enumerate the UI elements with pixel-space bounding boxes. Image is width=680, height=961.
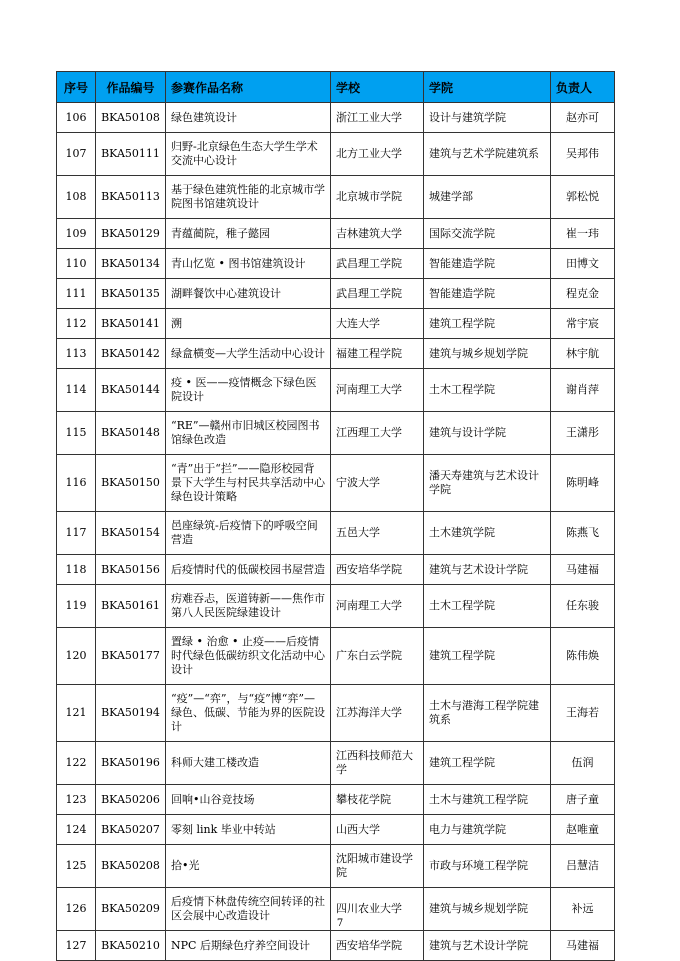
cell-index: 113 — [57, 339, 96, 369]
cell-leader: 陈伟焕 — [551, 628, 615, 685]
cell-college: 土木建筑学院 — [424, 512, 551, 555]
cell-school: 浙江工业大学 — [331, 103, 424, 133]
cell-entry-id: BKA50194 — [96, 685, 166, 742]
table-row — [57, 628, 615, 685]
cell-college: 智能建造学院 — [424, 249, 551, 279]
cell-college: 市政与环境工程学院 — [424, 845, 551, 888]
cell-college: 建筑与设计学院 — [424, 412, 551, 455]
table-row — [57, 309, 615, 339]
cell-school: 五邑大学 — [331, 512, 424, 555]
cell-leader: 陈燕飞 — [551, 512, 615, 555]
cell-index: 121 — [57, 685, 96, 742]
cell-school: 河南理工大学 — [331, 369, 424, 412]
cell-leader: 崔一玮 — [551, 219, 615, 249]
cell-work-title: 拾•光 — [166, 845, 331, 888]
cell-school: 山西大学 — [331, 815, 424, 845]
cell-college: 智能建造学院 — [424, 279, 551, 309]
table-row — [57, 369, 615, 412]
cell-work-title: 科师大建工楼改造 — [166, 742, 331, 785]
table-row — [57, 555, 615, 585]
cell-work-title: 零刻 link 毕业中转站 — [166, 815, 331, 845]
cell-entry-id: BKA50150 — [96, 455, 166, 512]
cell-school: 河南理工大学 — [331, 585, 424, 628]
cell-leader: 伍润 — [551, 742, 615, 785]
cell-entry-id: BKA50141 — [96, 309, 166, 339]
cell-college: 土木工程学院 — [424, 369, 551, 412]
cell-entry-id: BKA50144 — [96, 369, 166, 412]
table-row — [57, 742, 615, 785]
header-work-title: 参赛作品名称 — [166, 72, 331, 103]
table-row — [57, 412, 615, 455]
cell-entry-id: BKA50142 — [96, 339, 166, 369]
cell-index: 123 — [57, 785, 96, 815]
cell-entry-id: BKA50196 — [96, 742, 166, 785]
cell-index: 112 — [57, 309, 96, 339]
cell-school: 四川农业大学 — [331, 888, 424, 931]
cell-college: 建筑工程学院 — [424, 742, 551, 785]
cell-leader: 王潇彤 — [551, 412, 615, 455]
table-row — [57, 219, 615, 249]
cell-index: 120 — [57, 628, 96, 685]
cell-index: 107 — [57, 133, 96, 176]
cell-college: 土木工程学院 — [424, 585, 551, 628]
cell-leader: 吕慧洁 — [551, 845, 615, 888]
cell-leader: 陈明峰 — [551, 455, 615, 512]
cell-work-title: 归野-北京绿色生态大学生学术交流中心设计 — [166, 133, 331, 176]
cell-index: 119 — [57, 585, 96, 628]
cell-school: 广东白云学院 — [331, 628, 424, 685]
table-row — [57, 103, 615, 133]
cell-entry-id: BKA50209 — [96, 888, 166, 931]
cell-leader: 马建福 — [551, 931, 615, 961]
cell-work-title: 后疫情下林盘传统空间转译的社区会展中心改造设计 — [166, 888, 331, 931]
cell-work-title: NPC 后期绿色疗养空间设计 — [166, 931, 331, 961]
cell-index: 111 — [57, 279, 96, 309]
cell-college: 设计与建筑学院 — [424, 103, 551, 133]
header-index: 序号 — [57, 72, 96, 103]
cell-school: 北京城市学院 — [331, 176, 424, 219]
cell-index: 106 — [57, 103, 96, 133]
cell-leader: 补远 — [551, 888, 615, 931]
cell-entry-id: BKA50113 — [96, 176, 166, 219]
cell-entry-id: BKA50111 — [96, 133, 166, 176]
cell-entry-id: BKA50108 — [96, 103, 166, 133]
table-row — [57, 133, 615, 176]
cell-leader: 郭松悦 — [551, 176, 615, 219]
cell-work-title: 邑座绿筑-后疫情下的呼吸空间营造 — [166, 512, 331, 555]
cell-index: 109 — [57, 219, 96, 249]
cell-work-title: 疫 • 医——疫情概念下绿色医院设计 — [166, 369, 331, 412]
header-school: 学校 — [331, 72, 424, 103]
cell-college: 建筑与艺术设计学院 — [424, 931, 551, 961]
table-row — [57, 279, 615, 309]
table-row — [57, 785, 615, 815]
cell-index: 108 — [57, 176, 96, 219]
table-row — [57, 585, 615, 628]
cell-entry-id: BKA50210 — [96, 931, 166, 961]
cell-leader: 赵唯童 — [551, 815, 615, 845]
cell-college: 建筑与艺术学院建筑系 — [424, 133, 551, 176]
table-row — [57, 845, 615, 888]
header-row — [57, 72, 615, 103]
cell-college: 建筑工程学院 — [424, 309, 551, 339]
cell-work-title: 后疫情时代的低碳校园书屋营造 — [166, 555, 331, 585]
cell-leader: 林宇航 — [551, 339, 615, 369]
cell-entry-id: BKA50206 — [96, 785, 166, 815]
cell-work-title: 置绿 • 治愈 • 止疫——后疫情时代绿色低碳纺织文化活动中心设计 — [166, 628, 331, 685]
cell-school: 江苏海洋大学 — [331, 685, 424, 742]
cell-work-title: 湖畔餐饮中心建筑设计 — [166, 279, 331, 309]
cell-school: 江西理工大学 — [331, 412, 424, 455]
cell-work-title: 绿色建筑设计 — [166, 103, 331, 133]
cell-work-title: 溯 — [166, 309, 331, 339]
cell-work-title: “青”出于“拦”——隐形校园背景下大学生与村民共享活动中心绿色设计策略 — [166, 455, 331, 512]
cell-school: 武昌理工学院 — [331, 249, 424, 279]
table-row — [57, 455, 615, 512]
cell-index: 124 — [57, 815, 96, 845]
cell-leader: 王海若 — [551, 685, 615, 742]
header-entry-id: 作品编号 — [96, 72, 166, 103]
cell-college: 城建学部 — [424, 176, 551, 219]
cell-index: 118 — [57, 555, 96, 585]
table-row — [57, 815, 615, 845]
cell-college: 潘天寿建筑与艺术设计学院 — [424, 455, 551, 512]
table-row — [57, 249, 615, 279]
cell-school: 大连大学 — [331, 309, 424, 339]
cell-index: 116 — [57, 455, 96, 512]
cell-index: 117 — [57, 512, 96, 555]
cell-leader: 常宇宸 — [551, 309, 615, 339]
cell-index: 110 — [57, 249, 96, 279]
cell-index: 115 — [57, 412, 96, 455]
cell-work-title: “疫”—“弈”，与“疫”博“弈”—绿色、低碳、节能为界的医院设计 — [166, 685, 331, 742]
cell-school: 攀枝花学院 — [331, 785, 424, 815]
cell-college: 土木与建筑工程学院 — [424, 785, 551, 815]
cell-school: 江西科技师范大学 — [331, 742, 424, 785]
cell-work-title: 基于绿色建筑性能的北京城市学院图书馆建筑设计 — [166, 176, 331, 219]
cell-school: 宁波大学 — [331, 455, 424, 512]
cell-work-title: 青蕴蔺院，稚子懿园 — [166, 219, 331, 249]
cell-entry-id: BKA50177 — [96, 628, 166, 685]
cell-entry-id: BKA50134 — [96, 249, 166, 279]
header-college: 学院 — [424, 72, 551, 103]
cell-college: 土木与港海工程学院建筑系 — [424, 685, 551, 742]
header-leader: 负责人 — [551, 72, 615, 103]
cell-school: 北方工业大学 — [331, 133, 424, 176]
cell-work-title: 绿盒横变—大学生活动中心设计 — [166, 339, 331, 369]
cell-index: 114 — [57, 369, 96, 412]
entries-table — [56, 71, 615, 961]
cell-college: 国际交流学院 — [424, 219, 551, 249]
cell-leader: 赵亦可 — [551, 103, 615, 133]
cell-college: 电力与建筑学院 — [424, 815, 551, 845]
cell-college: 建筑工程学院 — [424, 628, 551, 685]
cell-entry-id: BKA50154 — [96, 512, 166, 555]
cell-leader: 谢肖萍 — [551, 369, 615, 412]
cell-index: 126 — [57, 888, 96, 931]
cell-entry-id: BKA50208 — [96, 845, 166, 888]
cell-college: 建筑与城乡规划学院 — [424, 339, 551, 369]
cell-school: 吉林建筑大学 — [331, 219, 424, 249]
cell-work-title: “RE”—赣州市旧城区校园图书馆绿色改造 — [166, 412, 331, 455]
cell-entry-id: BKA50129 — [96, 219, 166, 249]
table-row — [57, 512, 615, 555]
table-row — [57, 176, 615, 219]
cell-entry-id: BKA50207 — [96, 815, 166, 845]
cell-school: 武昌理工学院 — [331, 279, 424, 309]
cell-college: 建筑与城乡规划学院 — [424, 888, 551, 931]
cell-school: 西安培华学院 — [331, 555, 424, 585]
cell-college: 建筑与艺术设计学院 — [424, 555, 551, 585]
cell-school: 福建工程学院 — [331, 339, 424, 369]
cell-index: 122 — [57, 742, 96, 785]
cell-leader: 田博文 — [551, 249, 615, 279]
cell-school: 沈阳城市建设学院 — [331, 845, 424, 888]
cell-leader: 程克金 — [551, 279, 615, 309]
cell-leader: 任东骏 — [551, 585, 615, 628]
table-row — [57, 931, 615, 961]
cell-leader: 马建福 — [551, 555, 615, 585]
cell-leader: 唐子童 — [551, 785, 615, 815]
cell-entry-id: BKA50161 — [96, 585, 166, 628]
cell-school: 西安培华学院 — [331, 931, 424, 961]
page-number: 7 — [336, 918, 344, 929]
cell-index: 127 — [57, 931, 96, 961]
cell-work-title: 青山忆览 • 图书馆建筑设计 — [166, 249, 331, 279]
table-row — [57, 339, 615, 369]
cell-entry-id: BKA50135 — [96, 279, 166, 309]
cell-index: 125 — [57, 845, 96, 888]
cell-entry-id: BKA50156 — [96, 555, 166, 585]
cell-work-title: 回响•山谷竞技场 — [166, 785, 331, 815]
cell-leader: 吴邦伟 — [551, 133, 615, 176]
cell-entry-id: BKA50148 — [96, 412, 166, 455]
table-row — [57, 685, 615, 742]
cell-work-title: 疠难吞忐，医道铸新——焦作市第八人民医院绿建设计 — [166, 585, 331, 628]
